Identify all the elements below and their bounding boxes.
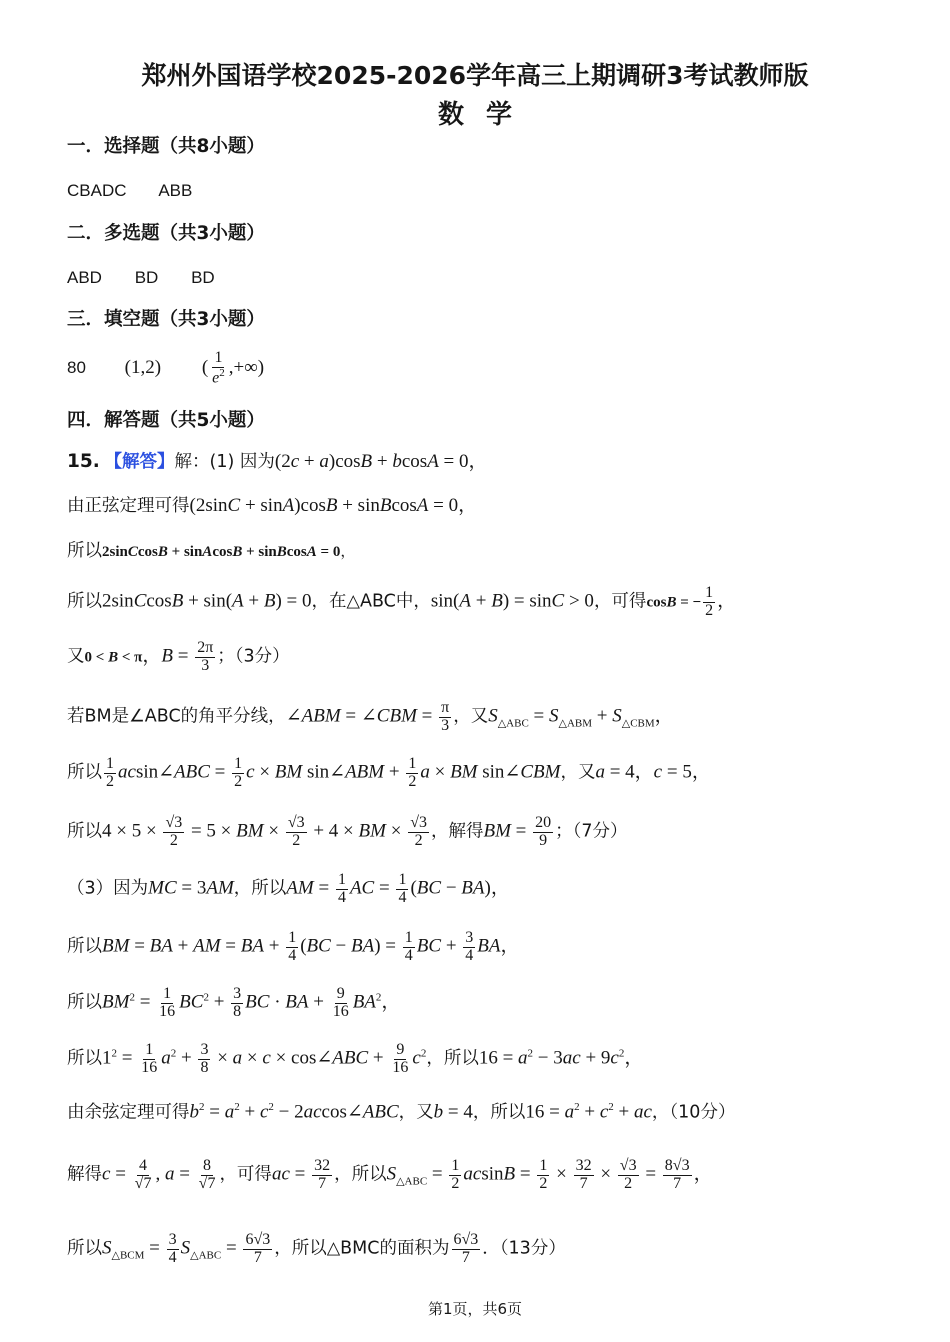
q15-line-5: 又0 < B < π，B = $\frac{2\pi}{3}$ ；（3分）: [67, 639, 290, 674]
line-text: ，解得: [430, 821, 484, 842]
answer-group: (1,2): [124, 356, 162, 378]
q15-line-10: 所以BM = BA + AM = BA + $\frac{1}{4}$ (BC − BA) = $\frac{1}{4}$ BC + $\frac{3}{4}$ BA，: [67, 929, 520, 964]
line-prefix: 解得: [67, 1164, 102, 1185]
line-text: ，所以: [426, 1048, 479, 1069]
line-prefix: 所以: [67, 821, 102, 842]
answer-group: ABD: [67, 268, 102, 287]
line-prefix: 解：(1) 因为: [174, 452, 275, 472]
q15-line-7: 所以 $\frac{1}{2}$ acsin∠ABC = $\frac{1}{2}$ c × BM sin∠ABM + $\frac{1}{2}$ a × BM sin∠CBM，又a = 4，c = 5，: [67, 755, 711, 790]
line-text: ，所以: [334, 1164, 387, 1185]
q15-line-12: 所以$1^2$ = $\frac{1}{16}$ $a^2$ + $\frac{3}{8}$ × a × c × cos∠ABC + $\frac{9}{16}$ $c^2$，所以$16 = a^2 - 3ac + 9c^2$，: [67, 1041, 644, 1076]
section-heading-solve: 四．解答题（共5小题）: [67, 410, 265, 431]
line-text: ，又: [453, 706, 489, 727]
question-number: 15.: [67, 451, 100, 472]
line-text: ，可得: [593, 591, 647, 612]
line-prefix: 所以: [67, 591, 102, 612]
line-prefix: 所以: [67, 936, 102, 957]
score-note: ，（10分）: [651, 1102, 736, 1123]
line-text: ，所以△BMC的面积为: [274, 1238, 450, 1259]
q15-line-1: 15. 【解答】解：(1) 因为(2c + a)cosB + bcosA = 0，: [67, 451, 488, 472]
q15-line-6: 若BM是∠ABC的角平分线，∠ABM = ∠CBM = $\frac{\pi}{3}$ ，又$S_{\triangle ABC} = S_{\triangle ABM} + S_{\triangle CBM}$，: [67, 699, 674, 734]
answer-group: ABB: [158, 181, 193, 200]
line-prefix: 所以: [67, 1238, 102, 1259]
section-heading-fill: 三．填空题（共3小题）: [67, 309, 265, 330]
score-note: ；（3分）: [217, 646, 290, 667]
fill-answers: [67, 350, 897, 387]
section-heading-multi: 二．多选题（共3小题）: [67, 223, 265, 244]
line-prefix: （3）因为: [67, 878, 149, 899]
line-prefix: 所以: [67, 992, 102, 1013]
line-prefix: 若BM是∠ABC的角平分线，: [67, 706, 286, 727]
line-text: ，所以: [233, 878, 287, 899]
q15-line-3: 所以2sinCcosB + sinAcosB + sinBcosA = 0，: [67, 541, 356, 561]
q15-line-2: 由正弦定理可得(2sinC + sinA)cosB + sinBcosA = 0，: [67, 495, 478, 516]
choice-answers: [67, 182, 897, 199]
answer-group: BD: [134, 268, 159, 287]
q15-line-8: 所以4 × 5 × $\frac{√3}{2}$ = 5 × BM × $\frac{√3}{2}$ + 4 × BM × $\frac{√3}{2}$ ，解得BM = $\frac{20}{9}$ ；（7分）: [67, 814, 628, 849]
answer-group: BD: [191, 268, 215, 287]
line-prefix: 由正弦定理可得: [67, 496, 190, 516]
line-prefix: 所以: [67, 1048, 102, 1069]
page-footer: 第1页，共6页: [427, 1300, 523, 1318]
answer-group: ( $\frac{1}{e^2}$ ,+∞): [201, 349, 265, 387]
answer-group: CBADC: [67, 181, 127, 200]
multi-answers: [67, 269, 897, 286]
q15-line-15: 所以$S_{\triangle BCM}$ = $\frac{3}{4}$ $S_{\triangle ABC}$ = $\frac{6√3}{7}$ ，所以△BMC的面积为 $\frac{6√3}{7}$ ．（13分）: [67, 1231, 566, 1266]
line-text: ，可得: [219, 1164, 272, 1185]
section-heading-choice: 一．选择题（共8小题）: [67, 136, 265, 157]
document-title: 郑州外国语学校2025-2026学年高三上期调研3考试教师版: [141, 61, 809, 90]
line-text: ，所以: [472, 1102, 526, 1123]
q15-line-4: 所以2sinCcosB + sin(A + B) = 0，在△ABC中，sin(A + B) = sinC > 0，可得cosB = − $\frac{1}{2}$ ，: [67, 584, 737, 619]
answer-group: 80: [67, 357, 86, 377]
q15-line-13: 由余弦定理可得$b^2 = a^2 + c^2$ − 2accos∠ABC，又b = 4，所以$16 = a^2 + c^2$ + ac，（10分）: [67, 1101, 736, 1123]
line-text: ，又: [398, 1102, 434, 1123]
q15-line-9: （3）因为MC = 3AM，所以AM = $\frac{1}{4}$ AC = $\frac{1}{4}$ (BC − BA)，: [67, 871, 510, 906]
line-prefix: 所以: [67, 762, 102, 783]
line-prefix: 又: [67, 646, 85, 667]
q15-line-14: 解得c = $\frac{4}{√7}$ , a = $\frac{8}{√7}$ ，可得ac = $\frac{32}{7}$ ，所以$S_{\triangle ABC}$ = $\frac{1}{2}$ acsinB = $\frac{1}{2}$ × $\frac{32}{7}$ × $\frac{√3}{2}$ = $\frac{8√3}{7}$ ，: [67, 1157, 713, 1192]
line-text: ，在△ABC中，: [311, 591, 431, 612]
line-prefix: 所以: [67, 541, 102, 561]
line-text: ，又: [560, 762, 596, 783]
q15-line-11: 所以$BM^2$ = $\frac{1}{16}$ $BC^2$ + $\frac{3}{8}$ BC · BA + $\frac{9}{16}$ $BA^2$，: [67, 985, 401, 1020]
line-prefix: 由余弦定理可得: [67, 1102, 190, 1123]
score-note: ．（13分）: [482, 1238, 566, 1259]
answer-tag: 【解答】: [104, 452, 175, 472]
subject-title: 数学: [437, 100, 534, 130]
score-note: ；（7分）: [555, 821, 628, 842]
